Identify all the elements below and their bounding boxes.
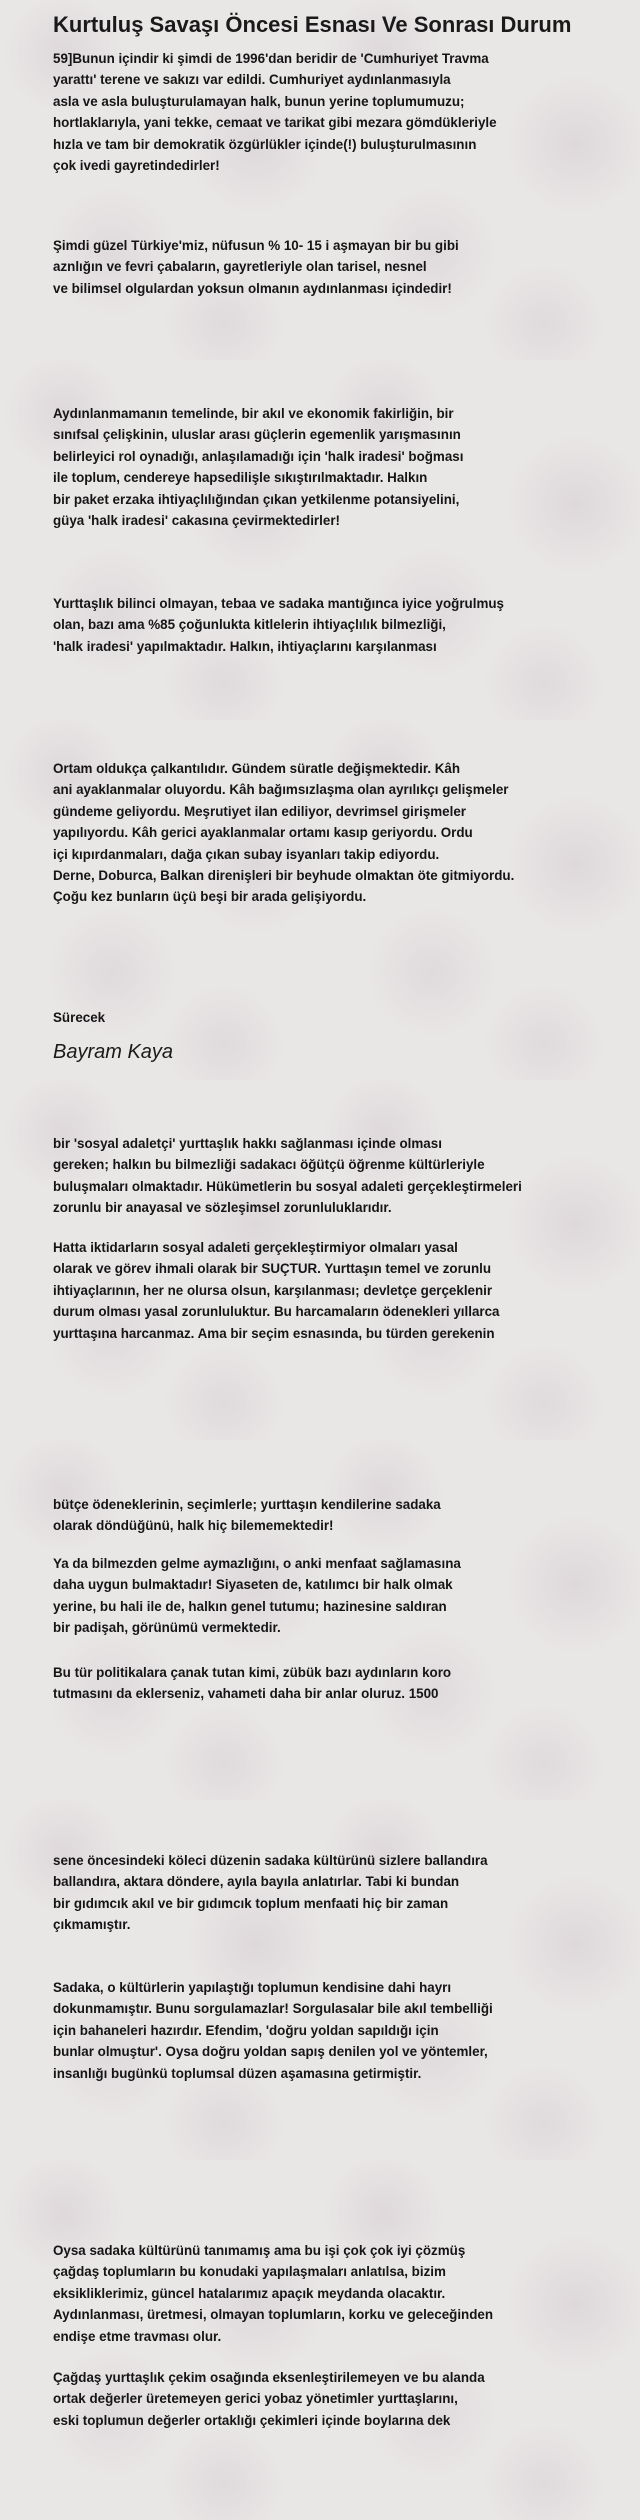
paragraph-2: Şimdi güzel Türkiye'miz, nüfusun % 10- 15 i aşmayan bir bu gibi aznlığın ve fevri çabaların, gayretleriyle olan tarisel, nesnel ve bilimsel olgulardan yoksun olmanın aydınlanması içindedir! [53, 238, 459, 296]
article-title: Kurtuluş Savaşı Öncesi Esnası Ve Sonrası Durum [53, 12, 572, 37]
paragraph-6: bir 'sosyal adaletçi' yurttaşlık hakkı sağlanması içinde olması gereken; halkın bu bilmezliği sadakacı öğütçü öğrenme kültürleriyle buluşmaları olmaktadır. Hükümetlerin bu sosyal adaleti gerçekleştirmeleri zorunlu bir anayasal ve sözleşimsel zorunluluklarıdır. [53, 1136, 522, 1216]
paragraph-13: Oysa sadaka kültürünü tanımamış ama bu işi çok çok iyi çözmüş çağdaş toplumların bu konudaki yapılaşmaları anlatılsa, bizim eksikliklerimiz, güncel hatalarımız apaçık meydanda olacaktır. Aydınlanması, üretmesi, olmayan toplumların, korku ve geleceğinden endişe etme travması olur. [53, 2243, 494, 2344]
continues-label: Sürecek [53, 1010, 106, 1025]
paragraph-14: Çağdaş yurttaşlık çekim osağında eksenleştirilemeyen ve bu alanda ortak değerler üretemeyen gerici yobaz yönetimler yurttaşlarını, eski toplumun değerler ortaklığı çekimleri içinde boylarına dek [53, 2370, 485, 2428]
paragraph-1: 59]Bunun içindir ki şimdi de 1996'dan beridir de 'Cumhuriyet Travma yarattı' terene ve sakızı var edildi. Cumhuriyet aydınlanmasıyla asla ve asla buluşturulamayan halk, bunun yerine toplumumuzu; hortlaklarıyla, yani tekke, cemaat ve tarikat gibi mezara gömdükleriyle hızla ve tam bir demokratik özgürlükler içinde(!) buluşturulmasının çok ivedi gayretindedirler! [53, 51, 497, 174]
paragraph-9: Ya da bilmezden gelme aymazlığını, o anki menfaat sağlamasına daha uygun bulmaktadır! Siyaseten de, katılımcı bir halk olmak yerine, bu hali ile de, halkın genel tutumu; hazinesine saldıran bir padişah, görünümü vermektedir. [53, 1556, 461, 1636]
author-signature: Bayram Kaya [53, 1041, 174, 1063]
paragraph-8: bütçe ödeneklerinin, seçimlerle; yurttaşın kendilerine sadaka olarak döndüğünü, halk hiç bilememektedir! [53, 1497, 441, 1534]
paragraph-12: Sadaka, o kültürlerin yapılaştığı toplumun kendisine dahi hayrı dokunmamıştır. Bunu sorgulamazlar! Sorgulasalar bile akıl tembelliği için bahaneleri hazırdır. Efendim, 'doğru yoldan sapıldığı için bunlar olmuştur'. Oysa doğru yoldan sapış denilen yol ve yöntemler, insanlığı bugünkü toplumsal düzen aşamasına getirmiştir. [53, 1980, 493, 2081]
paragraph-7: Hatta iktidarların sosyal adaleti gerçekleştirmiyor olmaları yasal olarak ve görev ihmali olarak bir SUÇTUR. Yurttaşın temel ve zorunlu ihtiyaçlarının, her ne olursa olsun, karşılanması; devletçe gerçeklenir durum olması yasal zorunluluktur. Bu harcamaların ödenekleri yıllarca yurttaşına harcanmaz. Ama bir seçim esnasında, bu türden gerekenin [53, 1240, 500, 1341]
paragraph-4: Yurttaşlık bilinci olmayan, tebaa ve sadaka mantığınca iyice yoğrulmuş olan, bazı ama %85 çoğunlukta kitlelerin ihtiyaçlılık bilmezliği, 'halk iradesi' yapılmaktadır. Halkın, ihtiyaçlarını karşılanması [53, 596, 504, 654]
paragraph-3: Aydınlanmamanın temelinde, bir akıl ve ekonomik fakirliğin, bir sınıfsal çelişkinin, uluslar arası güçlerin egemenlik yarışmasının belirleyici rol oynadığı, anlaşılamadığı için 'halk iradesi' boğması ile toplum, cendereye hapsedilişle sıkıştırılmaktadır. Halkın bir paket erzaka ihtiyaçlılığından çıkan yetkilenme potansiyelini, güya 'halk iradesi' cakasına çevirmektedirler! [53, 406, 464, 529]
paragraph-5: Ortam oldukça çalkantılıdır. Gündem süratle değişmektedir. Kâh ani ayaklanmalar oluyordu. Kâh bağımsızlaşma olan ayrılıkçı gelişmeler gündeme geliyordu. Meşrutiyet ilan ediliyor, devrimsel girişmeler yapılıyordu. Kâh gerici ayaklanmalar ortamı kasıp geriyordu. Ordu içi kıpırdanmaları, dağa çıkan subay isyanları takip ediyordu. Derne, Doburca, Balkan direnişleri bir beyhude olmaktan öte gitmiyordu. Çoğu kez bunların üçü beşi bir arada gelişiyordu. [53, 761, 515, 905]
paragraph-11: sene öncesindeki köleci düzenin sadaka kültürünü sizlere ballandıra ballandıra, aktara döndere, ayıla bayıla anlatırlar. Tabi ki bundan bir gıdımcık akıl ve bir gıdımcık toplum menfaati hiç bir zaman çıkmamıştır. [53, 1853, 488, 1933]
paragraph-10: Bu tür politikalara çanak tutan kimi, zübük bazı aydınların koro tutmasını da eklerseniz, vahameti daha bir anlar oluruz. 1500 [53, 1665, 452, 1702]
